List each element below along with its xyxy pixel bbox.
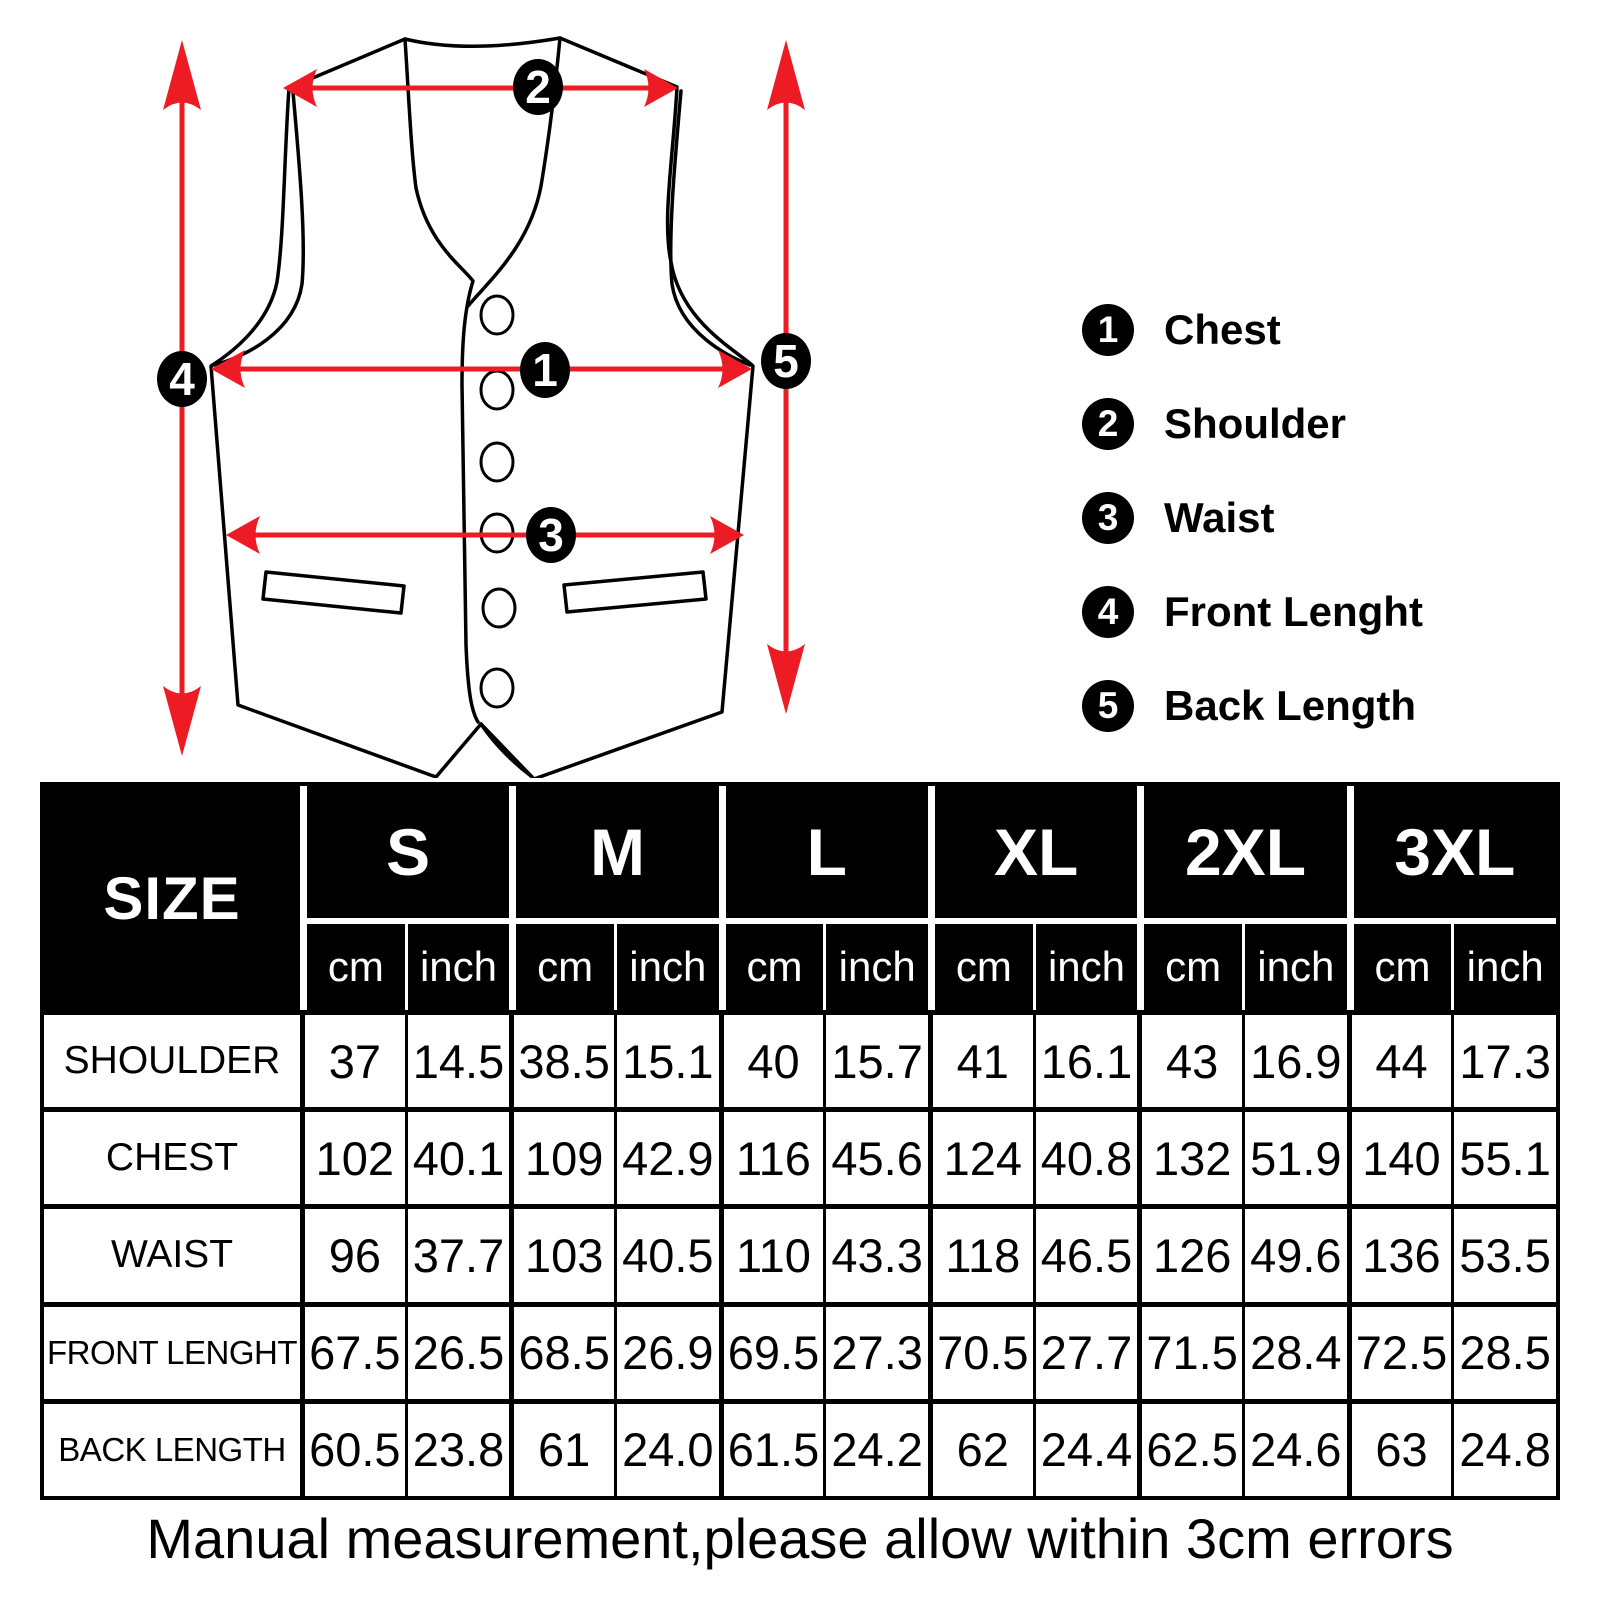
value-cell: 62	[928, 1399, 1033, 1496]
unit-header-cell: inch	[1451, 924, 1556, 1010]
badge-shoulder	[513, 59, 563, 115]
measurement-legend	[1082, 304, 1423, 774]
value-cell: 71.5	[1137, 1302, 1242, 1399]
svg-text:5: 5	[773, 335, 799, 387]
value-cell: 23.8	[405, 1399, 510, 1496]
vest-outline	[211, 38, 753, 778]
row-label-waist: WAIST	[44, 1204, 300, 1301]
vest-measurement-diagram	[0, 0, 1600, 778]
value-cell: 26.9	[614, 1302, 719, 1399]
unit-header-cell: inch	[823, 924, 928, 1010]
unit-header-cell: inch	[1242, 924, 1347, 1010]
value-cell: 40	[719, 1010, 824, 1107]
value-cell: 26.5	[405, 1302, 510, 1399]
value-cell: 103	[509, 1204, 614, 1301]
value-cell: 28.5	[1451, 1302, 1556, 1399]
value-cell: 27.7	[1033, 1302, 1138, 1399]
legend-badge-2: 2	[1082, 398, 1134, 450]
legend-item-back-length	[1082, 680, 1423, 732]
value-cell: 63	[1347, 1399, 1452, 1496]
row-label-shoulder: SHOULDER	[44, 1010, 300, 1107]
value-cell: 60.5	[300, 1399, 405, 1496]
value-cell: 24.2	[823, 1399, 928, 1496]
legend-badge-5: 5	[1082, 680, 1134, 732]
value-cell: 17.3	[1451, 1010, 1556, 1107]
value-cell: 16.1	[1033, 1010, 1138, 1107]
value-cell: 15.1	[614, 1010, 719, 1107]
value-cell: 40.5	[614, 1204, 719, 1301]
value-cell: 24.6	[1242, 1399, 1347, 1496]
legend-badge-1: 1	[1082, 304, 1134, 356]
size-col-header-l: L	[719, 786, 928, 918]
value-cell: 62.5	[1137, 1399, 1242, 1496]
value-cell: 24.0	[614, 1399, 719, 1496]
size-chart-table	[40, 782, 1560, 1500]
value-cell: 38.5	[509, 1010, 614, 1107]
legend-badge-3: 3	[1082, 492, 1134, 544]
value-cell: 45.6	[823, 1107, 928, 1204]
value-cell: 37	[300, 1010, 405, 1107]
badge-back-length	[761, 333, 811, 389]
unit-header-cell: cm	[300, 924, 405, 1010]
value-cell: 28.4	[1242, 1302, 1347, 1399]
value-cell: 69.5	[719, 1302, 824, 1399]
value-cell: 27.3	[823, 1302, 928, 1399]
legend-item-chest	[1082, 304, 1423, 356]
badge-chest	[520, 342, 570, 398]
value-cell: 61.5	[719, 1399, 824, 1496]
unit-header-cell: cm	[1347, 924, 1452, 1010]
legend-item-waist	[1082, 492, 1423, 544]
unit-header-cell: cm	[509, 924, 614, 1010]
legend-badge-4: 4	[1082, 586, 1134, 638]
value-cell: 124	[928, 1107, 1033, 1204]
value-cell: 136	[1347, 1204, 1452, 1301]
unit-header-cell: inch	[405, 924, 510, 1010]
value-cell: 72.5	[1347, 1302, 1452, 1399]
legend-label-waist: Waist	[1164, 494, 1275, 541]
unit-header-cell: cm	[719, 924, 824, 1010]
legend-label-chest: Chest	[1164, 306, 1281, 353]
value-cell: 41	[928, 1010, 1033, 1107]
unit-header-cell: inch	[614, 924, 719, 1010]
value-cell: 126	[1137, 1204, 1242, 1301]
vest-drawing	[0, 0, 1000, 778]
unit-header-cell: cm	[1137, 924, 1242, 1010]
measurement-note: Manual measurement,please allow within 3cm errors	[146, 1507, 1454, 1570]
svg-text:2: 2	[525, 61, 551, 113]
svg-text:3: 3	[538, 509, 564, 561]
value-cell: 96	[300, 1204, 405, 1301]
value-cell: 68.5	[509, 1302, 614, 1399]
row-label-back-length: BACK LENGTH	[44, 1399, 300, 1496]
value-cell: 132	[1137, 1107, 1242, 1204]
legend-label-front-length: Front Lenght	[1164, 588, 1423, 635]
legend-label-back-length: Back Length	[1164, 682, 1417, 729]
value-cell: 40.1	[405, 1107, 510, 1204]
value-cell: 40.8	[1033, 1107, 1138, 1204]
value-cell: 70.5	[928, 1302, 1033, 1399]
legend-label-shoulder: Shoulder	[1164, 400, 1347, 447]
value-cell: 61	[509, 1399, 614, 1496]
size-col-header-3xl: 3XL	[1347, 786, 1556, 918]
legend-item-front-length	[1082, 586, 1423, 638]
unit-header-cell: cm	[928, 924, 1033, 1010]
value-cell: 67.5	[300, 1302, 405, 1399]
value-cell: 24.8	[1451, 1399, 1556, 1496]
value-cell: 118	[928, 1204, 1033, 1301]
value-cell: 55.1	[1451, 1107, 1556, 1204]
value-cell: 44	[1347, 1010, 1452, 1107]
badge-waist	[526, 507, 576, 563]
row-label-front-lenght: FRONT LENGHT	[44, 1302, 300, 1399]
value-cell: 24.4	[1033, 1399, 1138, 1496]
value-cell: 14.5	[405, 1010, 510, 1107]
svg-text:1: 1	[532, 344, 558, 396]
value-cell: 46.5	[1033, 1204, 1138, 1301]
size-header-cell: SIZE	[44, 786, 300, 1010]
size-col-header-xl: XL	[928, 786, 1137, 918]
row-label-chest: CHEST	[44, 1107, 300, 1204]
value-cell: 15.7	[823, 1010, 928, 1107]
size-col-header-s: S	[300, 786, 509, 918]
value-cell: 16.9	[1242, 1010, 1347, 1107]
unit-header-cell: inch	[1033, 924, 1138, 1010]
value-cell: 49.6	[1242, 1204, 1347, 1301]
value-cell: 110	[719, 1204, 824, 1301]
value-cell: 43.3	[823, 1204, 928, 1301]
value-cell: 116	[719, 1107, 824, 1204]
size-col-header-2xl: 2XL	[1137, 786, 1346, 918]
value-cell: 42.9	[614, 1107, 719, 1204]
svg-text:4: 4	[169, 353, 195, 405]
value-cell: 43	[1137, 1010, 1242, 1107]
legend-item-shoulder	[1082, 398, 1423, 450]
value-cell: 140	[1347, 1107, 1452, 1204]
badge-front-length	[157, 351, 207, 407]
value-cell: 37.7	[405, 1204, 510, 1301]
value-cell: 102	[300, 1107, 405, 1204]
size-col-header-m: M	[509, 786, 718, 918]
value-cell: 53.5	[1451, 1204, 1556, 1301]
value-cell: 51.9	[1242, 1107, 1347, 1204]
value-cell: 109	[509, 1107, 614, 1204]
